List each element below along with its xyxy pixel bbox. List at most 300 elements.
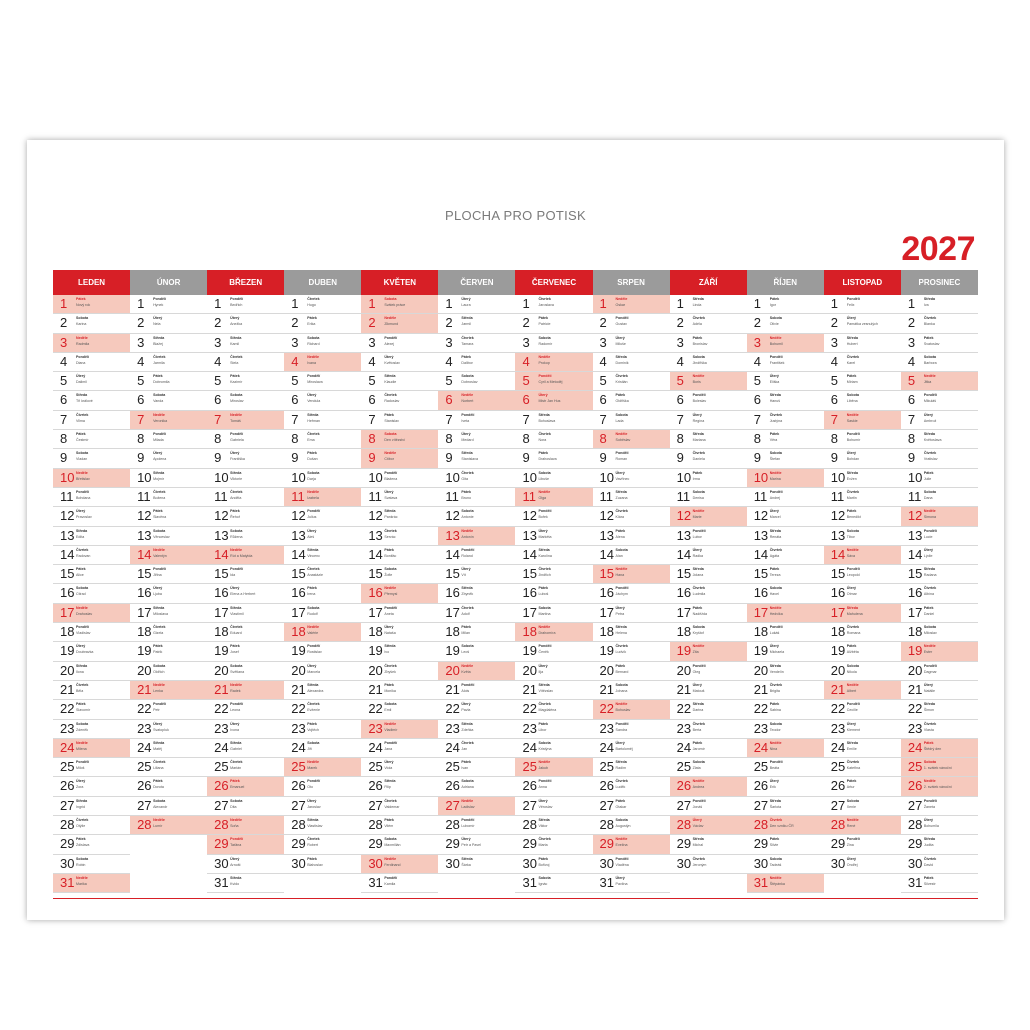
- weekday-label: Pondělí: [153, 432, 167, 437]
- nameday-label: Lubor: [692, 534, 702, 539]
- weekday-label: Úterý: [538, 393, 548, 398]
- day-number: 18: [522, 624, 537, 640]
- day-number: 20: [753, 662, 769, 678]
- day-number: 6: [830, 392, 839, 408]
- weekday-label: Středa: [692, 702, 704, 707]
- weekday-label: Sobota: [923, 625, 937, 630]
- day-cell: [593, 295, 670, 314]
- day-cell: [747, 720, 824, 739]
- weekday-label: Sobota: [846, 663, 859, 668]
- nameday-label: Monika: [384, 688, 396, 693]
- day-number: 19: [907, 643, 923, 659]
- nameday-label: Roland: [461, 553, 473, 558]
- nameday-label: Břetislav: [76, 476, 90, 481]
- day-number: 24: [214, 739, 229, 755]
- weekday-label: Čtvrtek: [692, 451, 706, 456]
- weekday-label: Sobota: [846, 798, 859, 803]
- weekday-label: Neděle: [692, 374, 705, 379]
- weekday-label: Sobota: [923, 760, 937, 765]
- day-cell: [130, 372, 207, 391]
- nameday-label: Luděk: [615, 785, 626, 790]
- nameday-label: Václav: [692, 824, 704, 829]
- weekday-label: Neděle: [307, 489, 320, 494]
- weekday-label: Úterý: [384, 489, 394, 494]
- day-cell: [901, 411, 978, 430]
- day-number: 14: [522, 546, 537, 562]
- day-cell: [824, 700, 901, 719]
- weekday-label: Středa: [307, 818, 319, 823]
- day-number: 13: [60, 527, 75, 543]
- day-cell: [207, 720, 284, 739]
- nameday-label: David: [923, 862, 934, 867]
- weekday-label: Úterý: [461, 702, 471, 707]
- day-number: 25: [907, 759, 923, 775]
- weekday-label: Sobota: [769, 586, 782, 591]
- nameday-label: Bohumila: [923, 824, 939, 829]
- weekday-label: Sobota: [923, 489, 937, 494]
- day-number: 13: [676, 527, 692, 543]
- nameday-label: Denisa: [692, 495, 704, 500]
- nameday-label: Ctirad: [76, 592, 86, 597]
- weekday-label: Pondělí: [692, 528, 706, 533]
- nameday-label: Tereza: [769, 573, 781, 578]
- weekday-label: Pondělí: [76, 354, 89, 359]
- day-number: 24: [753, 739, 769, 755]
- day-cell: [53, 334, 130, 353]
- weekday-label: Úterý: [615, 740, 625, 745]
- month-header: PROSINEC: [901, 270, 978, 295]
- day-number: 3: [291, 334, 299, 350]
- weekday-label: Neděle: [692, 644, 705, 649]
- nameday-label: Svatava: [384, 495, 398, 500]
- day-cell: [53, 411, 130, 430]
- weekday-label: Sobota: [384, 297, 397, 301]
- weekday-label: Neděle: [230, 547, 242, 552]
- nameday-label: Darina: [692, 708, 704, 713]
- nameday-label: Pravoslav: [76, 515, 92, 520]
- weekday-label: Pátek: [76, 297, 86, 301]
- month-header: ČERVENEC: [515, 270, 592, 295]
- weekday-label: Pondělí: [923, 798, 937, 803]
- weekday-label: Pondělí: [615, 316, 629, 321]
- day-number: 15: [60, 566, 75, 582]
- nameday-label: Olga: [538, 495, 547, 500]
- day-number: 20: [60, 662, 75, 678]
- weekday-label: Pátek: [538, 586, 549, 591]
- day-cell: [824, 777, 901, 796]
- day-cell: [361, 372, 438, 391]
- day-number: 28: [907, 817, 923, 833]
- day-number: 3: [522, 334, 530, 350]
- day-cell: [593, 391, 670, 410]
- nameday-label: Prokop: [538, 360, 550, 365]
- weekday-label: Neděle: [769, 335, 782, 340]
- day-number: 29: [599, 836, 615, 852]
- day-cell: [901, 874, 978, 893]
- day-number: 14: [599, 546, 615, 562]
- day-number: 13: [291, 527, 306, 543]
- day-number: 2: [753, 315, 761, 331]
- nameday-label: Eliška: [769, 380, 780, 385]
- nameday-label: Karolína: [538, 553, 552, 558]
- day-number: 20: [291, 662, 306, 678]
- day-cell: [670, 507, 747, 526]
- day-number: 18: [599, 624, 615, 640]
- nameday-label: Tři králové: [76, 399, 93, 404]
- day-cell: [361, 411, 438, 430]
- day-cell: [747, 430, 824, 449]
- day-cell: [207, 449, 284, 468]
- nameday-label: Renáta: [769, 534, 782, 539]
- weekday-label: Neděle: [923, 509, 936, 514]
- day-cell: [207, 546, 284, 565]
- nameday-label: Svatoslav: [923, 341, 940, 346]
- weekday-label: Středa: [153, 470, 165, 475]
- weekday-label: Sobota: [769, 856, 782, 861]
- weekday-label: Čtvrtek: [384, 528, 397, 533]
- nameday-label: Růžena: [230, 534, 243, 539]
- day-cell: [824, 353, 901, 372]
- month-column: [438, 295, 515, 893]
- month-header: KVĚTEN: [361, 270, 438, 295]
- weekday-label: Pondělí: [692, 663, 706, 668]
- weekday-label: Pátek: [615, 528, 626, 533]
- day-number: 31: [522, 874, 537, 890]
- weekday-label: Středa: [461, 451, 473, 456]
- weekday-label: Úterý: [76, 374, 86, 379]
- nameday-label: Leona: [230, 708, 241, 713]
- day-number: 26: [137, 778, 152, 794]
- day-cell: [130, 623, 207, 642]
- day-number: 7: [214, 411, 222, 427]
- day-cell: [901, 758, 978, 777]
- day-number: 1: [368, 296, 376, 311]
- day-cell: [901, 835, 978, 854]
- weekday-label: Pátek: [846, 644, 857, 649]
- day-cell: [284, 758, 361, 777]
- day-number: 23: [368, 720, 383, 736]
- weekday-label: Neděle: [230, 682, 242, 687]
- day-cell: [747, 874, 824, 893]
- nameday-label: Ivan: [461, 766, 469, 771]
- day-cell: [747, 353, 824, 372]
- weekday-label: Čtvrtek: [615, 779, 628, 784]
- nameday-label: Ingrid: [76, 804, 85, 809]
- day-number: 30: [60, 855, 75, 871]
- weekday-label: Neděle: [615, 567, 628, 572]
- day-number: 21: [599, 681, 615, 697]
- day-cell: [284, 797, 361, 816]
- day-number: 19: [137, 643, 152, 659]
- nameday-label: Ivo: [384, 650, 390, 655]
- day-cell: [901, 507, 978, 526]
- day-cell: [515, 835, 592, 854]
- weekday-label: Středa: [615, 760, 627, 765]
- weekday-label: Sobota: [153, 393, 166, 398]
- day-number: 8: [522, 431, 530, 447]
- day-number: 26: [60, 778, 75, 794]
- nameday-label: Lenka: [153, 688, 163, 693]
- day-cell: [901, 372, 978, 391]
- day-number: 26: [599, 778, 615, 794]
- day-number: 22: [676, 701, 692, 717]
- nameday-label: Bořivoj: [538, 862, 550, 867]
- day-cell: [515, 874, 592, 893]
- day-cell: [284, 855, 361, 874]
- day-cell: [593, 334, 670, 353]
- day-cell: [747, 391, 824, 410]
- weekday-label: Pátek: [769, 702, 780, 707]
- nameday-label: Sabina: [769, 708, 781, 713]
- day-cell: [53, 816, 130, 835]
- day-cell: [361, 604, 438, 623]
- nameday-label: Dagmar: [923, 669, 937, 674]
- day-cell: [284, 777, 361, 796]
- day-number: 2: [137, 315, 145, 331]
- nameday-label: Teodor: [769, 727, 781, 732]
- day-number: 30: [599, 855, 615, 871]
- weekday-label: Úterý: [307, 528, 317, 533]
- weekday-label: Neděle: [615, 432, 628, 437]
- weekday-label: Čtvrtek: [461, 470, 474, 475]
- nameday-label: Michal: [692, 843, 704, 848]
- nameday-label: Den vzniku ČR: [769, 824, 794, 829]
- nameday-label: Mahulena: [846, 611, 863, 616]
- day-number: 19: [676, 643, 692, 659]
- weekday-label: Úterý: [846, 451, 856, 456]
- weekday-label: Sobota: [692, 625, 705, 630]
- nameday-label: Evelína: [615, 843, 628, 848]
- day-number: 20: [214, 662, 229, 678]
- day-cell: [515, 449, 592, 468]
- weekday-label: Středa: [538, 412, 550, 417]
- day-cell: [515, 430, 592, 449]
- weekday-label: Pátek: [923, 335, 934, 340]
- nameday-label: Ivona: [230, 727, 239, 732]
- nameday-label: Kvido: [230, 881, 240, 886]
- day-number: 1: [214, 296, 222, 311]
- day-number: 13: [214, 527, 229, 543]
- day-cell: [361, 507, 438, 526]
- nameday-label: Miloslav: [923, 631, 937, 636]
- weekday-label: Úterý: [923, 682, 934, 687]
- day-cell: [361, 720, 438, 739]
- weekday-label: Středa: [384, 644, 396, 649]
- weekday-label: Úterý: [615, 335, 625, 340]
- weekday-label: Úterý: [692, 818, 702, 823]
- weekday-label: Úterý: [692, 547, 702, 552]
- day-number: 12: [599, 508, 615, 524]
- weekday-label: Pondělí: [384, 875, 398, 880]
- day-number: 16: [599, 585, 615, 601]
- day-number: 28: [830, 817, 846, 833]
- day-cell: [747, 797, 824, 816]
- day-number: 28: [214, 817, 229, 833]
- day-cell: [207, 314, 284, 333]
- weekday-label: Pátek: [153, 644, 163, 649]
- day-number: 23: [214, 720, 229, 736]
- day-number: 10: [60, 469, 75, 485]
- nameday-label: Ida: [230, 573, 236, 578]
- day-cell: [130, 449, 207, 468]
- day-cell: [593, 546, 670, 565]
- day-cell: [361, 334, 438, 353]
- nameday-label: Vincenc: [307, 553, 320, 558]
- day-cell: [438, 527, 515, 546]
- weekday-label: Čtvrtek: [76, 547, 89, 552]
- nameday-label: Josef: [230, 650, 239, 655]
- nameday-label: Františka: [230, 457, 245, 462]
- nameday-label: Stela: [230, 360, 239, 365]
- weekday-label: Pondělí: [230, 702, 244, 707]
- nameday-label: Ema: [307, 438, 315, 443]
- nameday-label: Petra: [615, 611, 625, 616]
- day-cell: [284, 604, 361, 623]
- day-number: 17: [137, 604, 152, 620]
- nameday-label: Alexandr: [153, 804, 168, 809]
- nameday-label: Bronislav: [692, 341, 708, 346]
- day-number: 16: [137, 585, 152, 601]
- nameday-label: Andrej: [769, 495, 781, 500]
- nameday-label: René: [846, 824, 856, 829]
- weekday-label: Pátek: [846, 374, 857, 379]
- weekday-label: Pondělí: [384, 740, 398, 745]
- nameday-label: Marika: [76, 881, 87, 886]
- weekday-label: Středa: [76, 528, 88, 533]
- day-number: 29: [830, 836, 846, 852]
- day-number: 1: [676, 296, 684, 311]
- weekday-label: Úterý: [307, 663, 317, 668]
- day-number: 30: [676, 855, 692, 871]
- day-cell: [284, 874, 361, 893]
- day-cell: [53, 623, 130, 642]
- weekday-label: Sobota: [307, 335, 320, 340]
- day-number: 30: [830, 855, 846, 871]
- nameday-label: Štěpánka: [769, 881, 785, 886]
- day-number: 29: [60, 836, 75, 852]
- weekday-label: Čtvrtek: [692, 316, 706, 321]
- day-number: 4: [522, 353, 530, 369]
- nameday-label: Milan: [461, 631, 470, 636]
- weekday-label: Úterý: [769, 509, 779, 514]
- day-cell: [207, 855, 284, 874]
- nameday-label: Libor: [538, 727, 547, 732]
- day-number: 23: [291, 720, 306, 736]
- weekday-label: Úterý: [153, 451, 163, 456]
- day-number: 7: [368, 411, 376, 427]
- day-cell: [747, 295, 824, 314]
- day-cell: [207, 469, 284, 488]
- weekday-label: Pátek: [538, 451, 549, 456]
- nameday-label: Tadeáš: [769, 862, 782, 867]
- weekday-label: Pondělí: [769, 760, 783, 765]
- day-number: 17: [445, 604, 460, 620]
- day-cell: [670, 777, 747, 796]
- nameday-label: Saskie: [846, 418, 858, 423]
- day-cell: [130, 430, 207, 449]
- day-cell: [207, 604, 284, 623]
- weekday-label: Středa: [76, 663, 88, 668]
- day-number: 13: [445, 527, 460, 543]
- day-number: 16: [830, 585, 846, 601]
- nameday-label: Irma: [692, 476, 700, 481]
- weekday-label: Úterý: [692, 682, 702, 687]
- nameday-label: Bonifác: [384, 553, 397, 558]
- day-number: 8: [907, 431, 916, 447]
- nameday-label: Norbert: [461, 399, 474, 404]
- day-number: 31: [599, 874, 615, 890]
- weekday-label: Pondělí: [461, 547, 475, 552]
- day-number: 10: [830, 469, 846, 485]
- day-cell: [361, 546, 438, 565]
- weekday-label: Pátek: [384, 412, 394, 417]
- weekday-label: Čtvrtek: [461, 335, 474, 340]
- day-number: 8: [445, 431, 453, 447]
- nameday-label: Lýdie: [923, 553, 933, 558]
- day-number: 24: [907, 739, 923, 755]
- nameday-label: Žofie: [384, 573, 393, 578]
- nameday-label: Vlastislav: [307, 824, 323, 829]
- day-cell: [53, 430, 130, 449]
- nameday-label: Roman: [615, 457, 628, 462]
- weekday-label: Pondělí: [384, 335, 398, 340]
- day-number: 2: [60, 315, 68, 331]
- day-cell: [593, 565, 670, 584]
- day-cell: [515, 604, 592, 623]
- weekday-label: Pondělí: [230, 567, 244, 572]
- day-number: 5: [599, 373, 607, 389]
- day-number: 21: [522, 681, 537, 697]
- weekday-label: Pondělí: [846, 297, 860, 301]
- day-number: 10: [137, 469, 152, 485]
- day-number: 6: [291, 392, 299, 408]
- day-cell: [515, 584, 592, 603]
- day-cell: [670, 527, 747, 546]
- day-cell: [130, 353, 207, 372]
- day-cell: [824, 739, 901, 758]
- month-header: BŘEZEN: [207, 270, 284, 295]
- day-cell: [130, 681, 207, 700]
- day-number: 18: [214, 624, 229, 640]
- day-number: 26: [830, 778, 846, 794]
- nameday-label: Věroslav: [538, 804, 553, 809]
- day-number: 10: [676, 469, 692, 485]
- day-cell: [747, 411, 824, 430]
- weekday-label: Čtvrtek: [230, 354, 243, 359]
- day-cell: [361, 642, 438, 661]
- weekday-label: Pondělí: [307, 374, 321, 379]
- nameday-label: Leopold: [846, 573, 860, 578]
- day-cell: [284, 739, 361, 758]
- nameday-label: Vít: [461, 573, 466, 578]
- day-cell: [747, 758, 824, 777]
- day-cell: [824, 720, 901, 739]
- day-number: 8: [599, 431, 607, 447]
- day-cell: [670, 584, 747, 603]
- day-cell: [53, 758, 130, 777]
- weekday-label: Pátek: [153, 374, 163, 379]
- weekday-label: Neděle: [230, 818, 242, 823]
- day-number: 14: [753, 546, 769, 562]
- day-number: 25: [214, 759, 229, 775]
- day-cell: [901, 604, 978, 623]
- weekday-label: Pondělí: [615, 451, 629, 456]
- day-cell: [670, 411, 747, 430]
- nameday-label: Adéla: [692, 322, 702, 327]
- day-number: 5: [137, 373, 145, 389]
- weekday-label: Neděle: [692, 779, 705, 784]
- weekday-label: Středa: [307, 412, 319, 417]
